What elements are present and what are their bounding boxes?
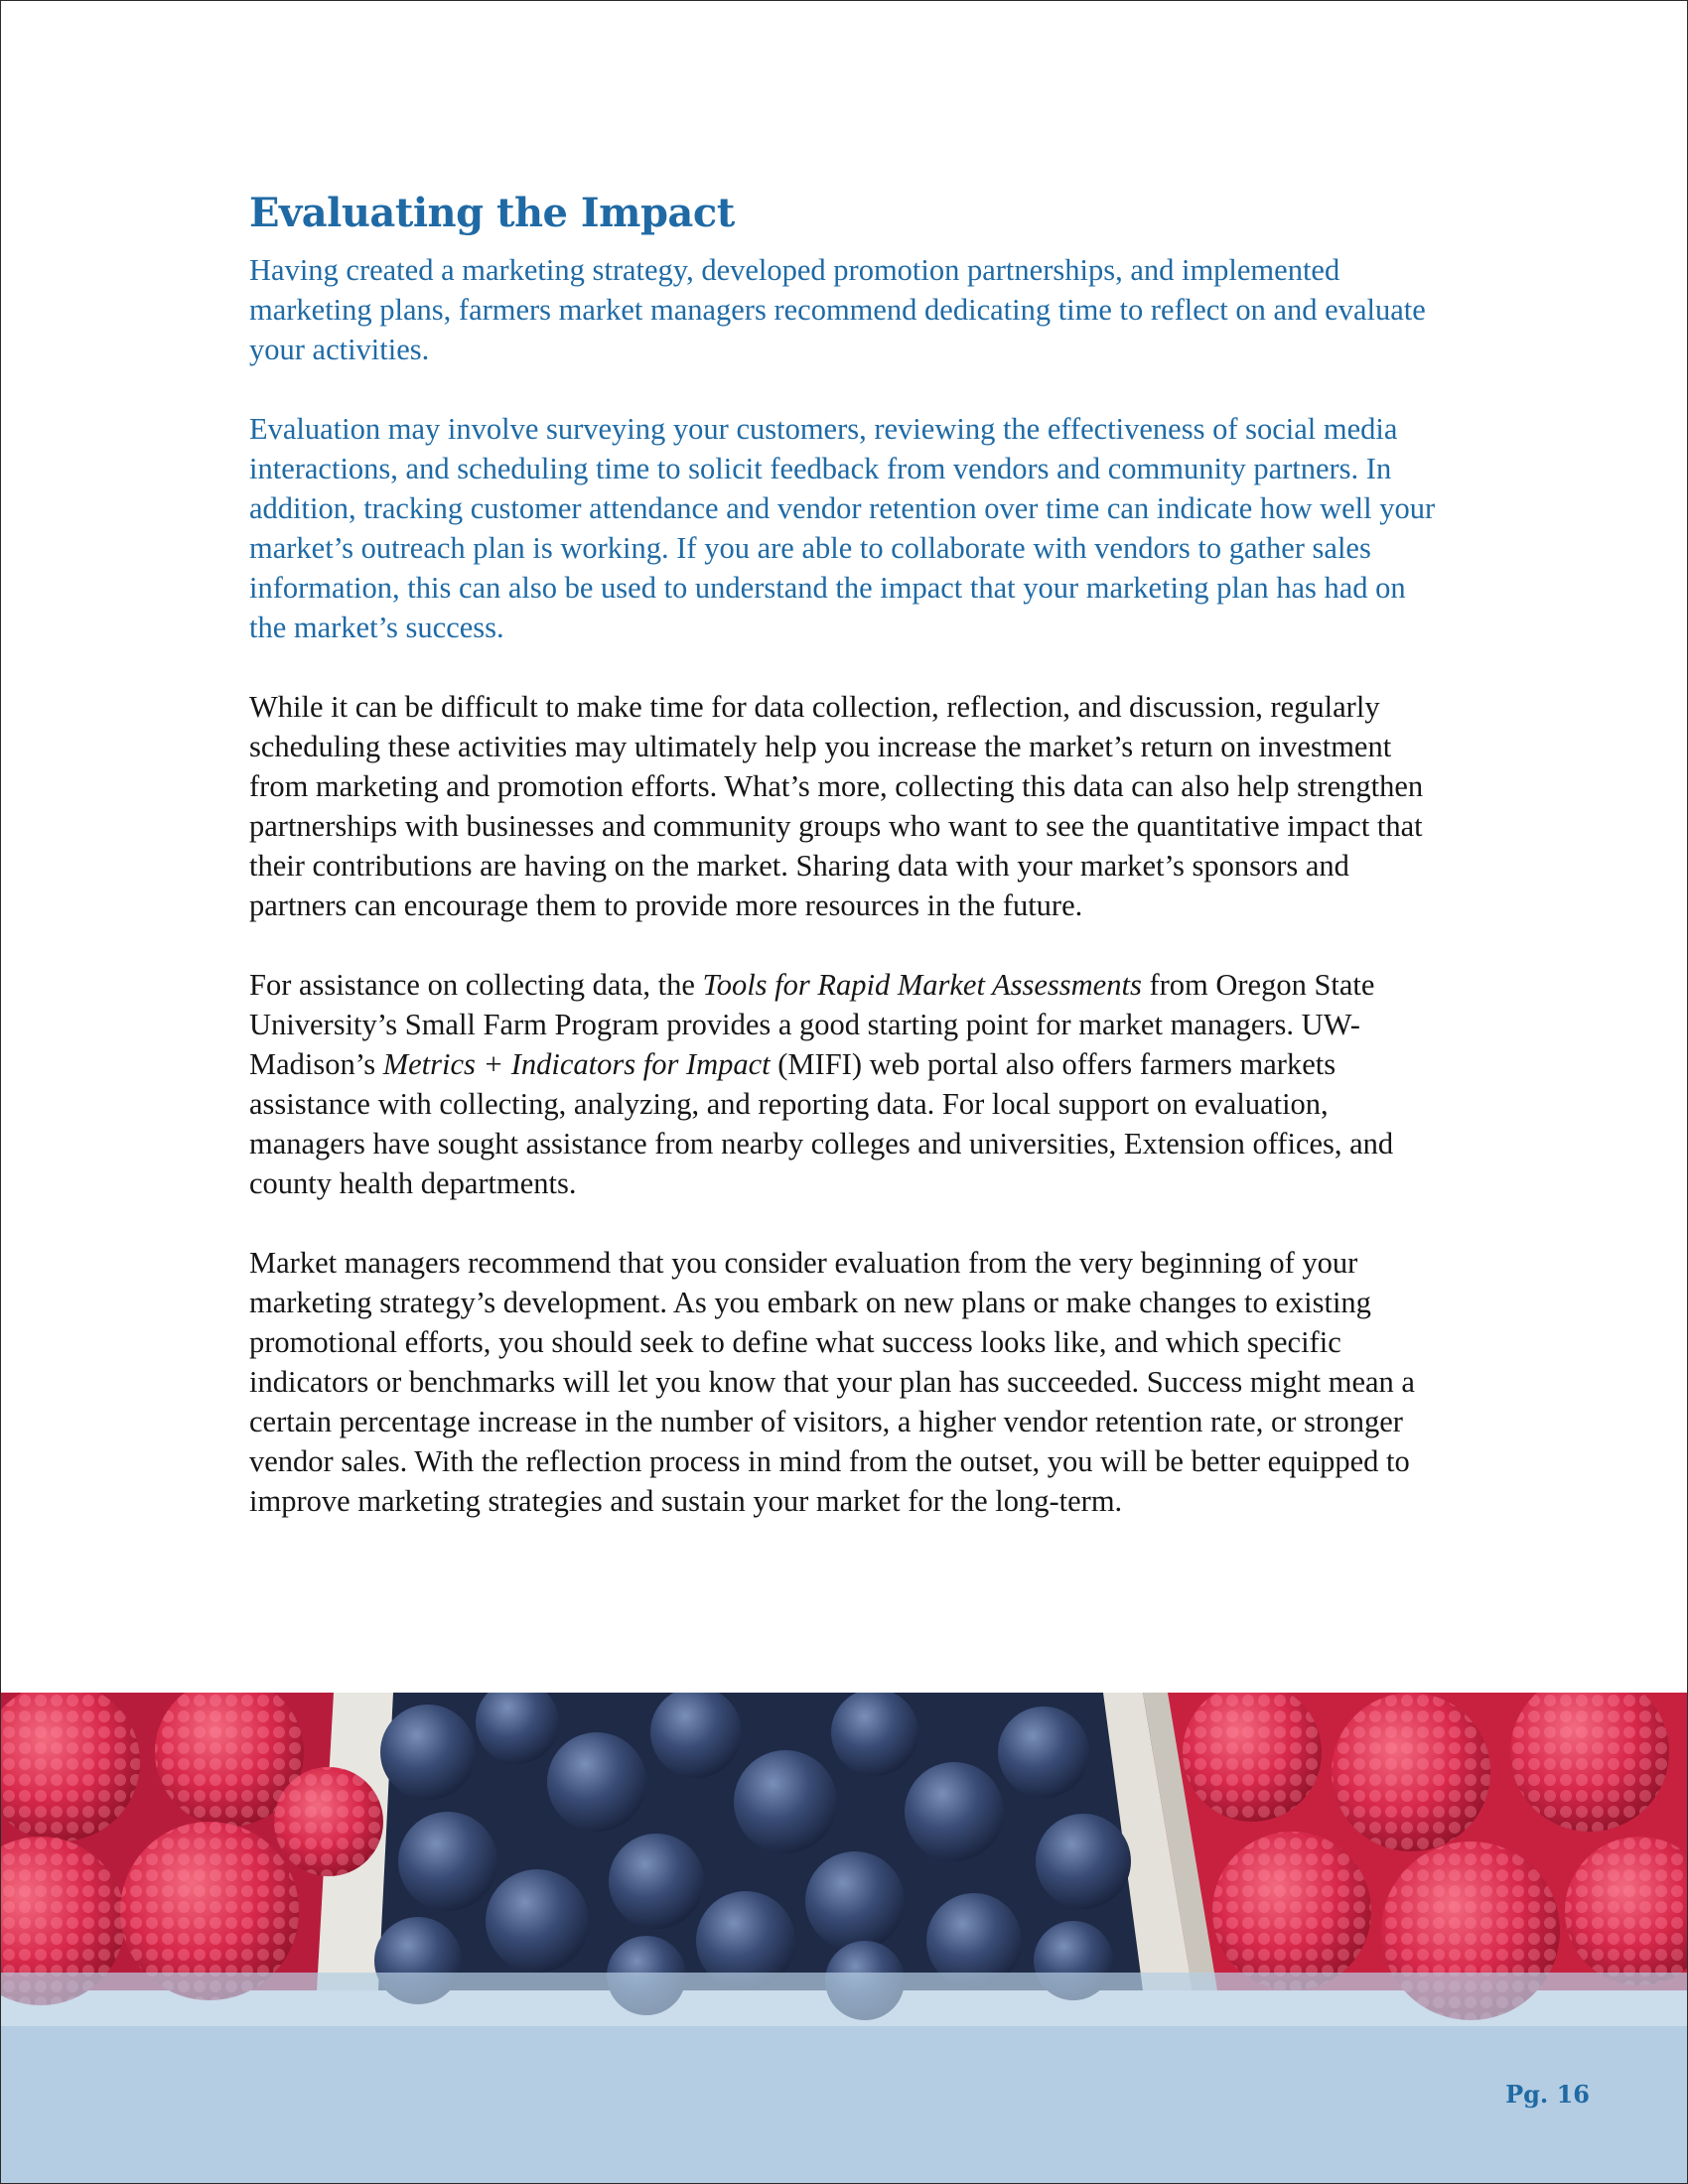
body-paragraph-2 (249, 965, 1441, 1203)
main-content (249, 190, 1441, 1561)
p2-text-a: For assistance on collecting data, the (249, 968, 703, 1002)
metrics-indicators-title: Metrics + Indicators for Impact (382, 1047, 771, 1081)
intro-paragraph-1: Having created a marketing strategy, developed promotion partnerships, and implemented marketing plans, farmers market managers recommend dedicating time to reflect on and evaluate your activities. (249, 253, 1426, 366)
p2-text-c: from Oregon State University’s Small Farm Program provides a good starting point for market managers. UW-Madison’s (249, 968, 1375, 1081)
page-title: Evaluating the Impact (249, 190, 735, 236)
berries-photo (1, 1693, 1688, 2184)
berries-photo-band (1, 1693, 1688, 2184)
body-paragraph-1: While it can be difficult to make time for data collection, reflection, and discussion, regularly scheduling these activities may ultimately help you increase the market’s return on investment from marketing and promotion efforts. What’s more, collecting this data can also help strengthen partnerships with businesses and community groups who want to see the quantitative impact that their contributions are having on the market. Sharing data with your market’s sponsors and partners can encourage them to provide more resources in the future. (249, 690, 1424, 922)
tools-for-rapid-market-assessments-title: Tools for Rapid Market Assessments (702, 968, 1142, 1002)
raspberries-right (1183, 1693, 1688, 2020)
intro-paragraph-2: Evaluation may involve surveying your customers, reviewing the effectiveness of social media interactions, and scheduling time to solicit feedback from vendors and community partners. In addition, tracking customer attendance and vendor retention over time can indicate how well your market’s outreach plan is working. If you are able to collaborate with vendors to gather sales information, this can also be used to understand the impact that your marketing plan has had on the market’s success. (249, 412, 1436, 644)
body-paragraph-3: Market managers recommend that you consider evaluation from the very beginning of your marketing strategy’s development. As you embark on new plans or make changes to existing promotional efforts, you should seek to define what success looks like, and which specific indicators or benchmarks will let you know that your plan has succeeded. Success might mean a certain percentage increase in the number of visitors, a higher vendor retention rate, or stronger vendor sales. With the reflection process in mind from the outset, you will be better equipped to improve marketing strategies and sustain your market for the long-term. (249, 1246, 1415, 1518)
p2-text-e: (MIFI) web portal also offers farmers markets assistance with collecting, analyzing, and reporting data. For local support on evaluation, managers have sought assistance from nearby colleges and universities, Extension offices, and county health departments. (249, 1047, 1394, 1200)
page-number: Pg. 16 (1505, 2080, 1590, 2109)
